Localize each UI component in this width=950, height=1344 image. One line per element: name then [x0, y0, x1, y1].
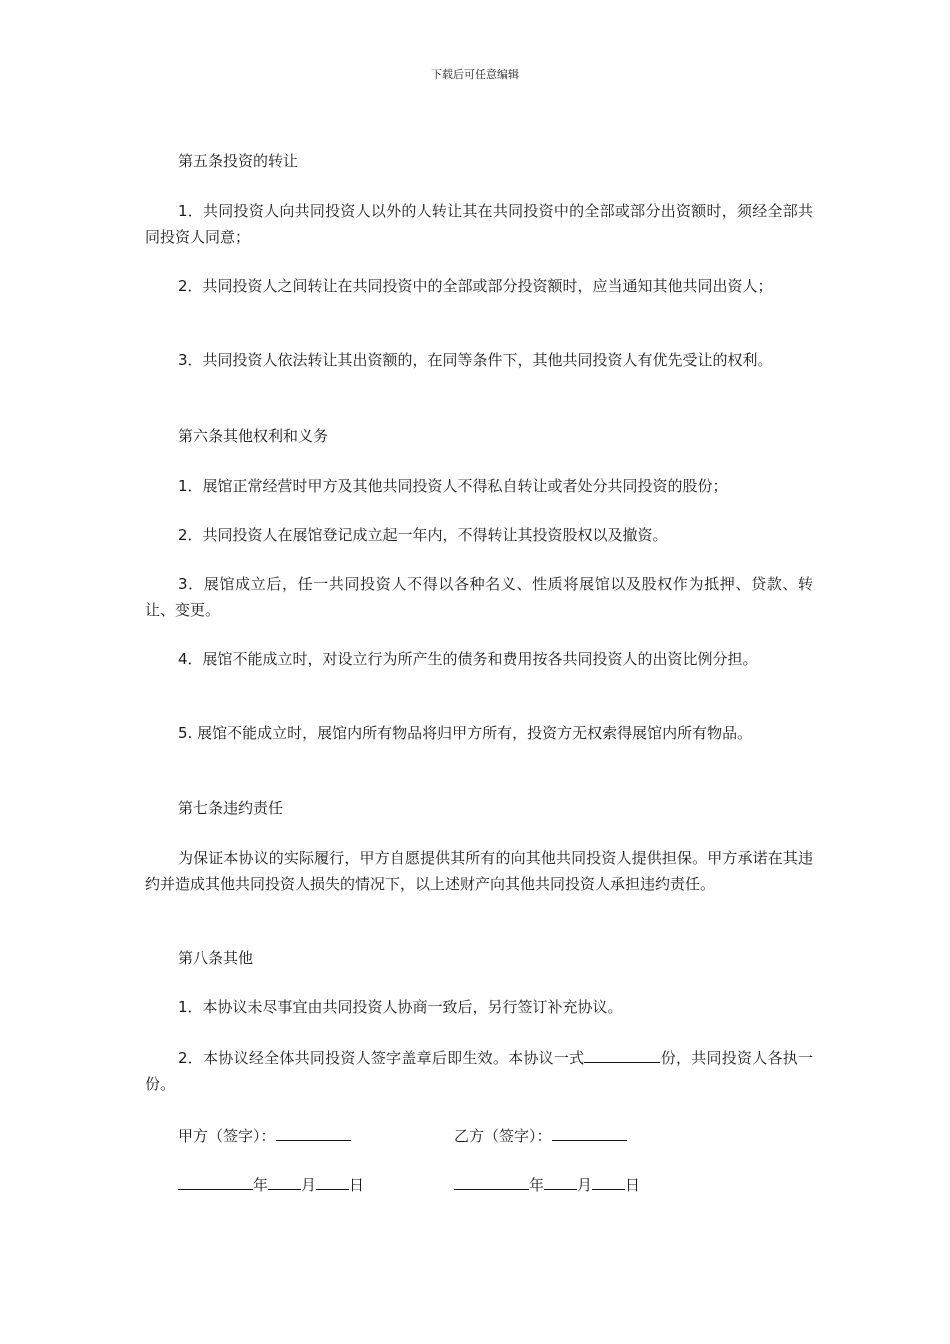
- year-label: 年: [253, 1176, 269, 1194]
- month-label: 月: [301, 1176, 317, 1194]
- copies-blank[interactable]: [584, 1044, 660, 1063]
- party-b-date-line: [454, 1171, 640, 1197]
- party-a-year-blank[interactable]: [178, 1171, 253, 1190]
- section-5-clause-3: 3．共同投资人依法转让其出资额的，在同等条件下，其他共同投资人有优先受让的权利。: [178, 351, 773, 369]
- section-5-clause-2: 2．共同投资人之间转让在共同投资中的全部或部分投资额时，应当通知其他共同出资人；: [178, 277, 773, 295]
- month-label: 月: [577, 1176, 593, 1194]
- page-header-note: 下载后可任意编辑: [431, 68, 519, 81]
- section-6-clause-1: 1．展馆正常经营时甲方及其他共同投资人不得私自转让或者处分共同投资的股份；: [178, 477, 728, 495]
- party-a-date-line: [178, 1171, 364, 1197]
- section-8-title: 第八条其他: [178, 949, 254, 967]
- clause-2-text-start: 2．本协议经全体共同投资人签字盖章后即生效。本协议一式: [178, 1049, 585, 1067]
- section-6-clause-4: 4．展馆不能成立时，对设立行为所产生的债务和费用按各共同投资人的出资比例分担。: [178, 650, 758, 668]
- section-6-clause-5: 5. 展馆不能成立时，展馆内所有物品将归甲方所有，投资方无权索得展馆内所有物品。: [178, 724, 753, 742]
- party-b-year-blank[interactable]: [454, 1171, 529, 1190]
- party-b-day-blank[interactable]: [592, 1171, 625, 1190]
- section-6-title: 第六条其他权利和义务: [178, 427, 329, 445]
- party-b-month-blank[interactable]: [544, 1171, 577, 1190]
- section-5-title: 第五条投资的转让: [178, 152, 299, 170]
- day-label: 日: [349, 1176, 365, 1194]
- section-7-title: 第七条违约责任: [178, 799, 284, 817]
- clause-2-text-end: 份，共同投资人各执一份。: [145, 1049, 813, 1093]
- day-label: 日: [625, 1176, 641, 1194]
- section-6-clause-2: 2．共同投资人在展馆登记成立起一年内，不得转让其投资股权以及撤资。: [178, 526, 668, 544]
- party-b-signature-blank[interactable]: [552, 1122, 627, 1141]
- section-6-clause-3: 3．展馆成立后，任一共同投资人不得以各种名义、性质将展馆以及股权作为抵押、贷款、转让、变更。: [145, 575, 813, 619]
- party-b-signature-line: [454, 1122, 627, 1148]
- party-a-signature-line: [178, 1122, 351, 1148]
- year-label: 年: [529, 1176, 545, 1194]
- party-a-label: 甲方（签字）：: [178, 1127, 276, 1145]
- section-5-clause-1: 1．共同投资人向共同投资人以外的人转让其在共同投资中的全部或部分出资额时，须经全部共同投资人同意；: [145, 202, 813, 246]
- party-b-label: 乙方（签字）：: [454, 1127, 552, 1145]
- party-a-day-blank[interactable]: [316, 1171, 349, 1190]
- party-a-month-blank[interactable]: [268, 1171, 301, 1190]
- section-8-clause-2: [145, 1044, 813, 1097]
- party-a-signature-blank[interactable]: [276, 1122, 351, 1141]
- section-7-body: 为保证本协议的实际履行，甲方自愿提供其所有的向其他共同投资人提供担保。甲方承诺在其违约并造成其他共同投资人损失的情况下，以上述财产向其他共同投资人承担违约责任。: [145, 849, 813, 893]
- section-8-clause-1: 1．本协议未尽事宜由共同投资人协商一致后，另行签订补充协议。: [178, 998, 623, 1016]
